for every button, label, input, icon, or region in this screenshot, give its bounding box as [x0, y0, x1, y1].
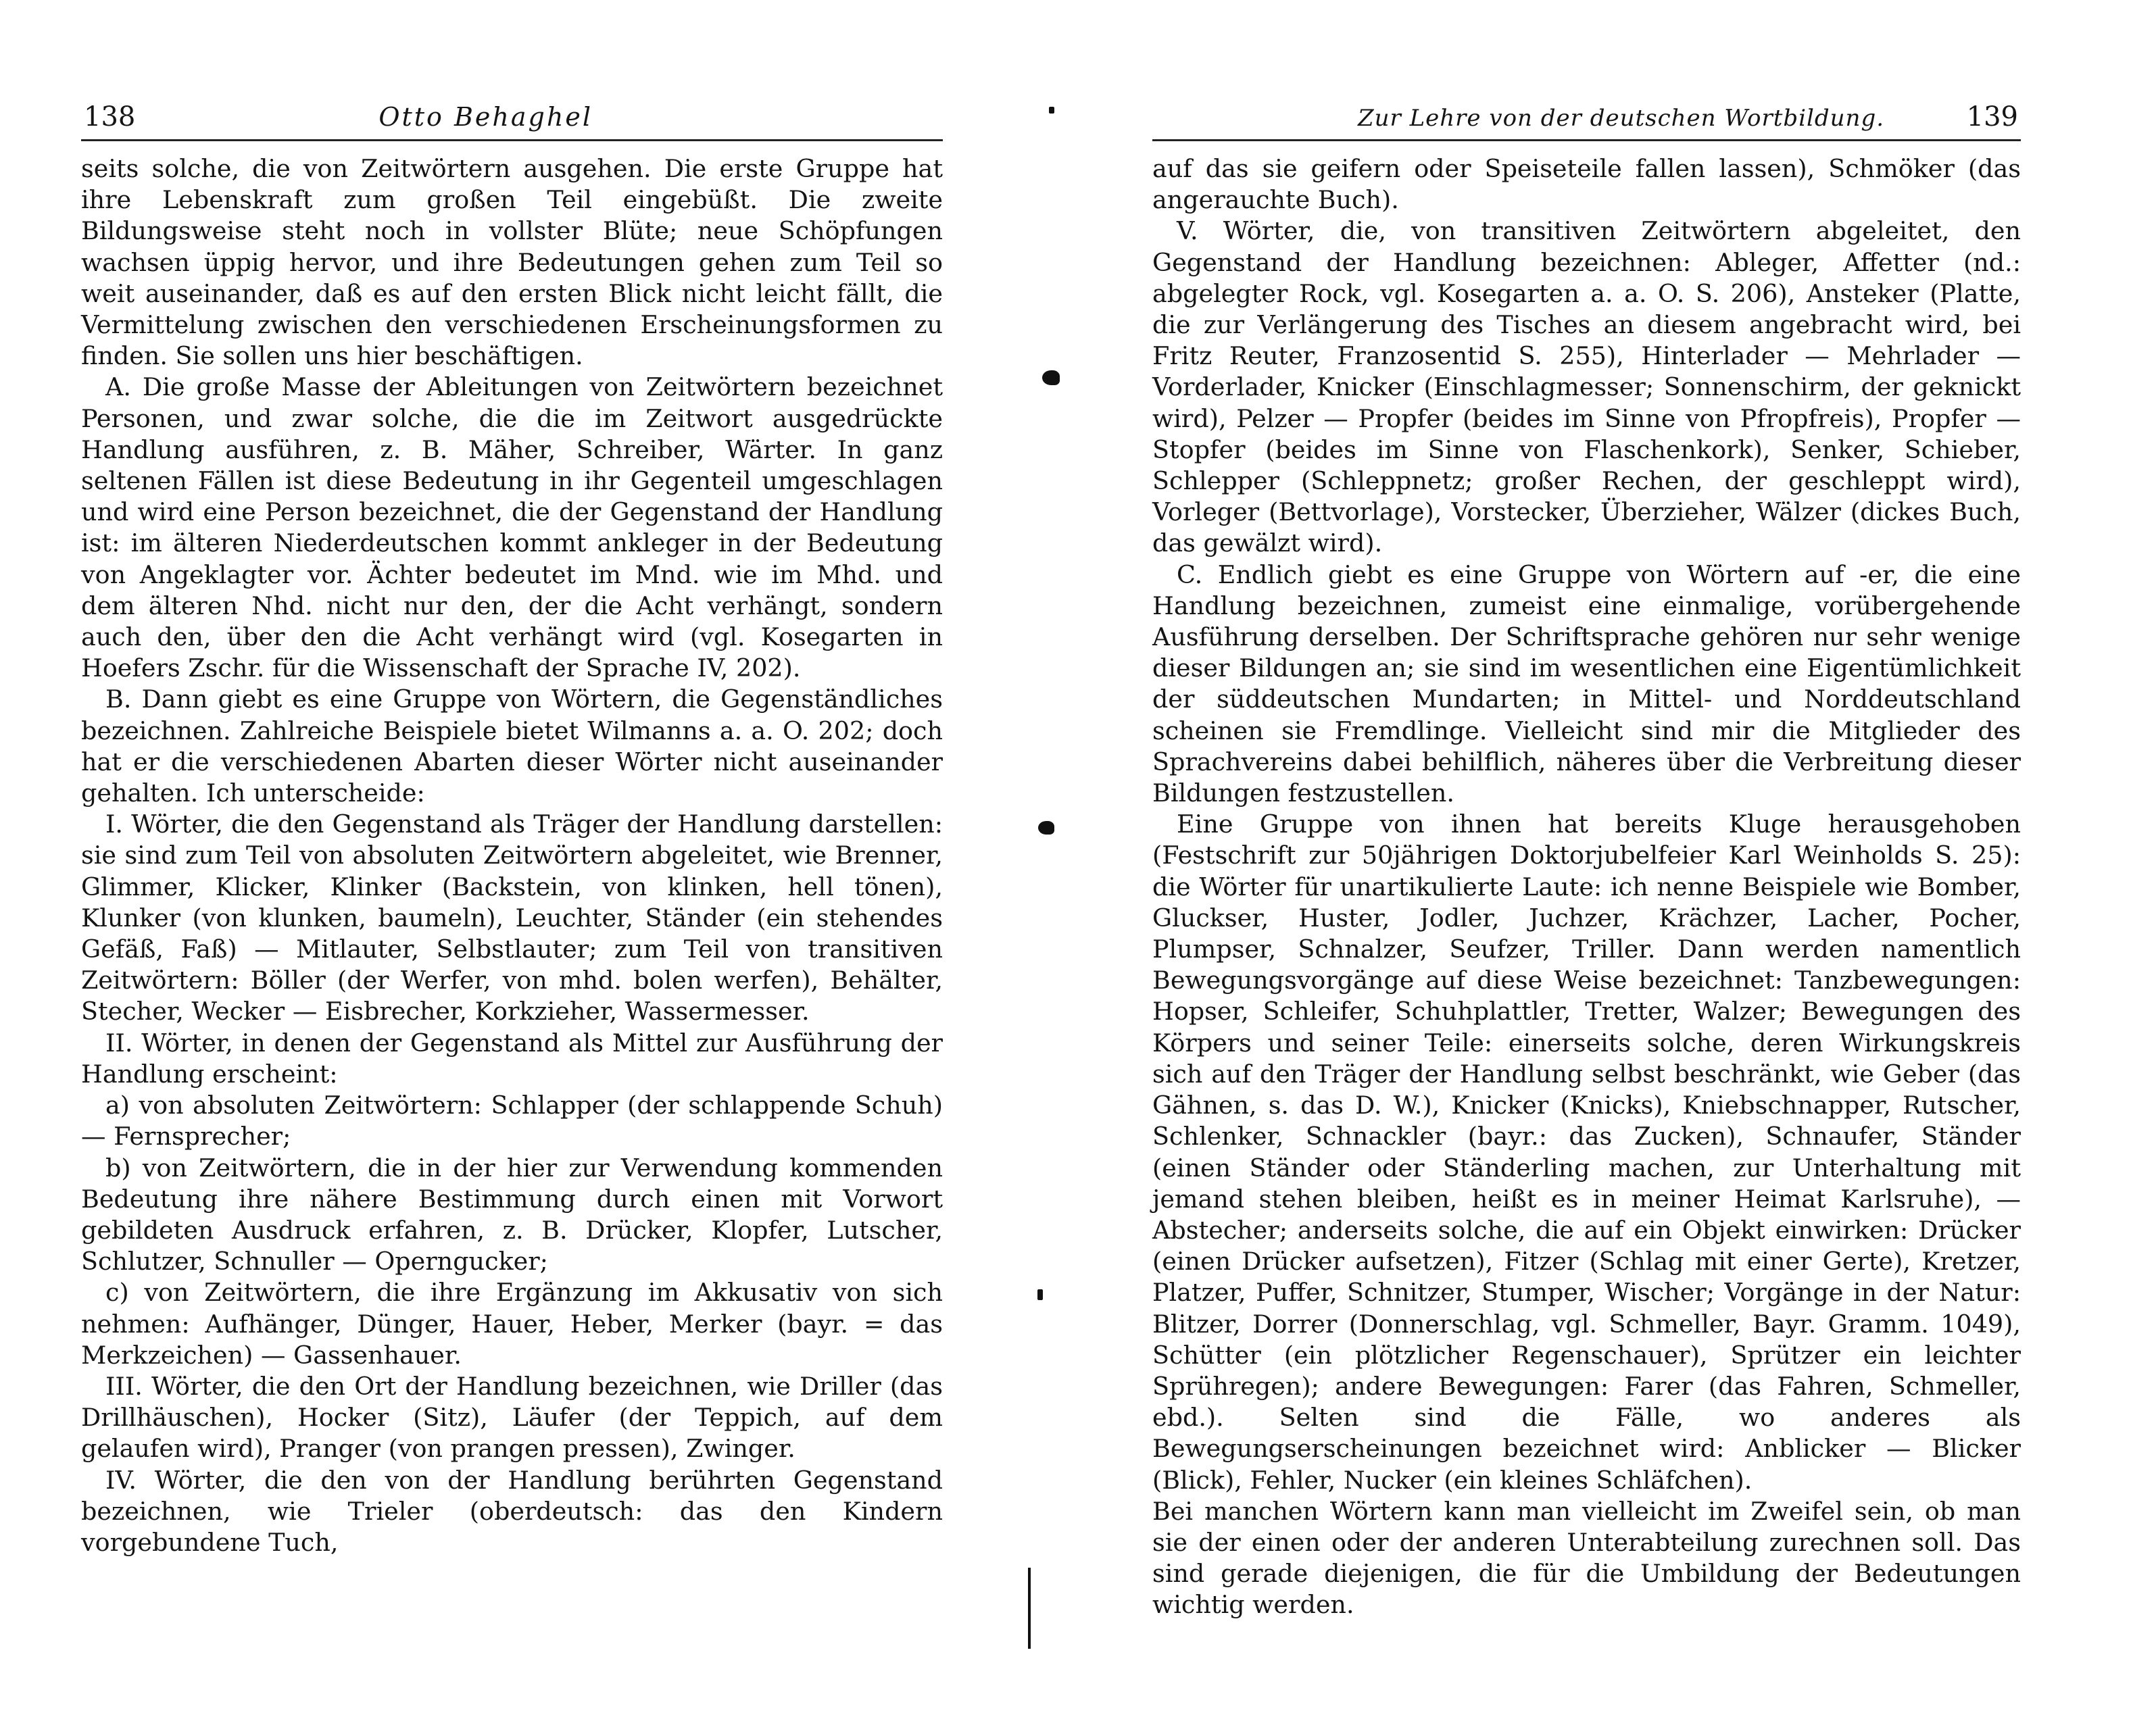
right-page-body	[1152, 153, 2021, 1621]
left-page	[81, 101, 943, 1558]
right-page	[1152, 101, 2021, 1621]
gutter-mark	[1049, 107, 1054, 114]
paragraph: b) von Zeitwörtern, die in der hier zur Verwendung kommenden Bedeutung ihre nähere Bestimmung durch einen mit Vorwort gebildeten Ausdruck erfahren, z. B. Drücker, Klopfer, Lutscher, Schlutzer, Schnuller — Operngucker;	[81, 1153, 943, 1276]
right-page-header	[1152, 101, 2021, 141]
paragraph: I. Wörter, die den Gegenstand als Träger der Handlung darstellen: sie sind zum Teil von absoluten Zeitwörtern abgeleitet, wie Brenner, Glimmer, Klicker, Klinker (Backstein, von klinken, hell tönen), Klunker (von klunken, baumeln), Leuchter, Ständer (ein stehendes Gefäß, Faß) — Mitlauter, Selbstlauter; zum Teil von transitiven Zeitwörtern: Böller (der Werfer, von mhd. bolen werfen), Behälter, Stecher, Wecker — Eisbrecher, Korkzieher, Wassermesser.	[81, 810, 943, 1026]
paragraph: c) von Zeitwörtern, die ihre Ergänzung im Akkusativ von sich nehmen: Aufhänger, Dünger, Hauer, Heber, Merker (bayr. = das Merkzeichen) — Gassenhauer.	[81, 1278, 943, 1370]
paragraph: a) von absoluten Zeitwörtern: Schlapper (der schlappende Schuh) — Fernsprecher;	[81, 1091, 943, 1151]
paragraph: auf das sie geifern oder Speiseteile fallen lassen), Schmöker (das angerauchte Buch).	[1152, 154, 2021, 215]
right-running-head: Zur Lehre von der deutschen Wortbildung.	[1358, 105, 1885, 132]
paragraph: II. Wörter, in denen der Gegenstand als Mittel zur Ausführung der Handlung erscheint:	[81, 1028, 943, 1089]
paragraph: IV. Wörter, die den von der Handlung berührten Gegenstand bezeichnen, wie Trieler (oberdeutsch: das den Kindern vorgebundene Tuch,	[81, 1465, 943, 1557]
left-page-number: 138	[84, 101, 136, 132]
paragraph: Eine Gruppe von ihnen hat bereits Kluge herausgehoben (Festschrift zur 50jährigen Doktorjubelfeier Karl Weinholds S. 25): die Wörter für unartikulierte Laute: ich nenne Beispiele wie Bomber, Gluckser, Huster, Jodler, Juchzer, Krächzer, Lacher, Pocher, Plumpser, Schnalzer, Seufzer, Triller. Dann werden namentlich Bewegungsvorgänge auf diese Weise bezeichnet: Tanzbewegungen: Hopser, Schleifer, Schuhplattler, Tretter, Walzer; Bewegungen des Körpers und seiner Teile: einerseits solche, deren Wirkungskreis sich auf den Träger der Handlung selbst beschränkt, wie Geber (das Gähnen, s. das D. W.), Knicker (Knicks), Kniebschnapper, Rutscher, Schlenker, Schnackler (bayr.: das Zucken), Schnaufer, Ständer (einen Ständer oder Ständerling machen, zur Unterhaltung mit jemand stehen bleiben, heißt es in meiner Heimat Karlsruhe), — Abstecher; anderseits solche, die auf ein Objekt einwirken: Drücker (einen Drücker aufsetzen), Fitzer (Schlag mit einer Gerte), Kretzer, Platzer, Puffer, Schnitzer, Stumper, Wischer; Vorgänge in der Natur: Blitzer, Dorrer (Donnerschlag, vgl. Schmeller, Bayr. Gramm. 1049), Schütter (ein plötzlicher Regenschauer), Sprützer ein leichter Sprühregen); andere Bewegungen: Farer (das Fahren, Schmeller, ebd.). Selten sind die Fälle, wo anderes als Bewegungserscheinungen bezeichnet wird: Anblicker — Blicker (Blick), Fehler, Nucker (ein kleines Schläfchen).	[1152, 810, 2021, 1495]
paragraph: III. Wörter, die den Ort der Handlung bezeichnen, wie Driller (das Drillhäuschen), Hocker (Sitz), Läufer (der Teppich, auf dem gelaufen wird), Pranger (von prangen pressen), Zwinger.	[81, 1371, 943, 1464]
paragraph: V. Wörter, die, von transitiven Zeitwörtern abgeleitet, den Gegenstand der Handlung bezeichnen: Ableger, Affetter (nd.: abgelegter Rock, vgl. Kosegarten a. a. O. S. 206), Ansteker (Platte, die zur Verlängerung des Tisches an diesem angebracht wird, bei Fritz Reuter, Franzosentid S. 255), Hinterlader — Mehrlader — Vorderlader, Knicker (Einschlagmesser; Sonnenschirm, der geknickt wird), Pelzer — Propfer (beides im Sinne von Pfropfreis), Propfer — Stopfer (beides im Sinne von Flaschenkork), Senker, Schieber, Schlepper (Schleppnetz; großer Rechen, der geschleppt wird), Vorleger (Bettvorlage), Vorstecker, Überzieher, Wälzer (dickes Buch, das gewälzt wird).	[1152, 216, 2021, 558]
paragraph: Bei manchen Wörtern kann man vielleicht im Zweifel sein, ob man sie der einen oder der anderen Unterabteilung zurechnen soll. Das sind gerade diejenigen, die für die Umbildung der Bedeutungen wichtig werden.	[1152, 1496, 2021, 1620]
paragraph: B. Dann giebt es eine Gruppe von Wörtern, die Gegenständliches bezeichnen. Zahlreiche Beispiele bietet Wilmanns a. a. O. 202; doch hat er die verschiedenen Abarten dieser Wörter nicht auseinander gehalten. Ich unterscheide:	[81, 685, 943, 808]
left-running-head: Otto Behaghel	[378, 102, 593, 132]
gutter-mark	[1038, 821, 1054, 835]
paragraph: seits solche, die von Zeitwörtern ausgehen. Die erste Gruppe hat ihre Lebenskraft zum großen Teil eingebüßt. Die zweite Bildungsweise steht noch in vollster Blüte; neue Schöpfungen wachsen üppig hervor, und ihre Bedeutungen gehen zum Teil so weit auseinander, daß es auf den ersten Blick nicht leicht fällt, die Vermittelung zwischen den verschiedenen Erscheinungsformen zu finden. Sie sollen uns hier beschäftigen.	[81, 154, 943, 371]
paragraph: A. Die große Masse der Ableitungen von Zeitwörtern bezeichnet Personen, und zwar solche, die die im Zeitwort ausgedrückte Handlung ausführen, z. B. Mäher, Schreiber, Wärter. In ganz seltenen Fällen ist diese Bedeutung in ihr Gegenteil umgeschlagen und wird eine Person bezeichnet, die der Gegenstand der Handlung ist: im älteren Niederdeutschen kommt ankleger in der Bedeutung von Angeklagter vor. Ächter bedeutet im Mnd. wie im Mhd. und dem älteren Nhd. nicht nur den, der die Acht verhängt, sondern auch den, über den die Acht verhängt wird (vgl. Kosegarten in Hoefers Zschr. für die Wissenschaft der Sprache IV, 202).	[81, 372, 943, 683]
gutter-mark	[1042, 370, 1060, 385]
gutter-mark	[1037, 1289, 1043, 1300]
paragraph: C. Endlich giebt es eine Gruppe von Wörtern auf -er, die eine Handlung bezeichnen, zumeist eine einmalige, vorübergehende Ausführung derselben. Der Schriftsprache gehören nur sehr wenige dieser Bildungen an; sie sind im wesentlichen eine Eigentümlichkeit der süddeutschen Mundarten; in Mittel- und Norddeutschland scheinen sie Fremdlinge. Vielleicht sind mir die Mitglieder des Sprachvereins dabei behilflich, näheres über die Verbreitung dieser Bildungen festzustellen.	[1152, 560, 2021, 808]
left-page-header	[81, 101, 943, 141]
gutter-mark	[1028, 1568, 1031, 1649]
left-page-body	[81, 153, 943, 1558]
right-page-number: 139	[1966, 101, 2018, 132]
